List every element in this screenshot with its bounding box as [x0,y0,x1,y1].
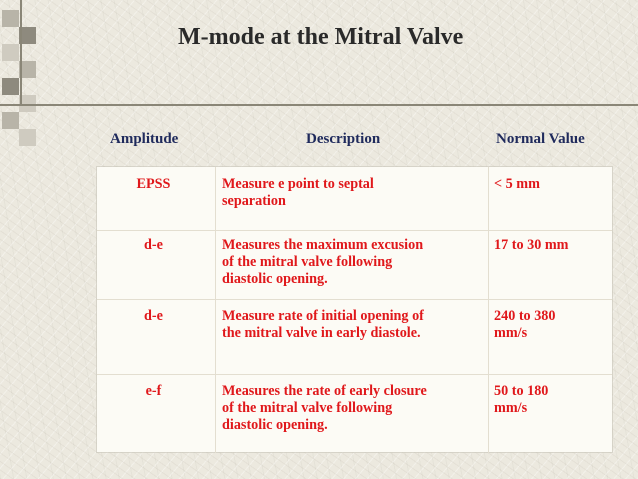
normal-value-line: mm/s [494,325,528,341]
vertical-rule [20,0,22,106]
cell-amplitude: d-e [144,308,163,324]
table-body [97,167,612,452]
column-divider [215,167,216,230]
slide-title: M-mode at the Mitral Valve [178,24,464,50]
normal-value-line: 240 to 380 [494,308,556,324]
decor-square [2,44,19,61]
horizontal-rule [0,104,638,106]
decorative-squares [0,0,38,150]
cell-normal-value [494,237,604,254]
column-divider [488,167,489,230]
cell-normal-value [494,176,604,193]
description-line: of the mitral valve following [222,400,393,416]
normal-value-line: 50 to 180 [494,383,549,399]
description-line: Measures the maximum excusion [222,237,424,253]
header-normal-value: Normal Value [496,131,585,147]
cell-amplitude: EPSS [136,176,171,192]
column-divider [215,375,216,453]
description-line: Measure e point to septal [222,176,374,192]
description-line: the mitral valve in early diastole. [222,325,421,341]
description-line: diastolic opening. [222,417,328,433]
table-row [97,167,612,230]
column-divider [215,300,216,375]
decor-square [2,78,19,95]
description-line: diastolic opening. [222,271,328,287]
header-amplitude: Amplitude [110,131,179,147]
table-header [0,131,638,153]
cell-description [222,308,487,342]
description-line: Measure rate of initial opening of [222,308,424,324]
column-divider [488,375,489,453]
cell-amplitude: e-f [145,383,162,399]
cell-normal-value [494,308,604,342]
cell-description [222,383,487,434]
decor-square [2,112,19,129]
column-divider [488,300,489,375]
cell-description [222,237,487,288]
table-row [97,299,612,375]
column-divider [488,231,489,300]
cell-amplitude: d-e [144,237,163,253]
cell-description [222,176,487,210]
cell-normal-value [494,383,604,417]
description-line: of the mitral valve following [222,254,393,270]
normal-value-line: mm/s [494,400,528,416]
description-line: separation [222,193,286,209]
normal-value-line: 17 to 30 mm [494,237,569,253]
header-description: Description [306,131,381,147]
description-line: Measures the rate of early closure [222,383,427,399]
table-row [97,230,612,300]
decor-square [2,10,19,27]
table-row [97,374,612,453]
column-divider [215,231,216,300]
normal-value-line: < 5 mm [494,176,540,192]
